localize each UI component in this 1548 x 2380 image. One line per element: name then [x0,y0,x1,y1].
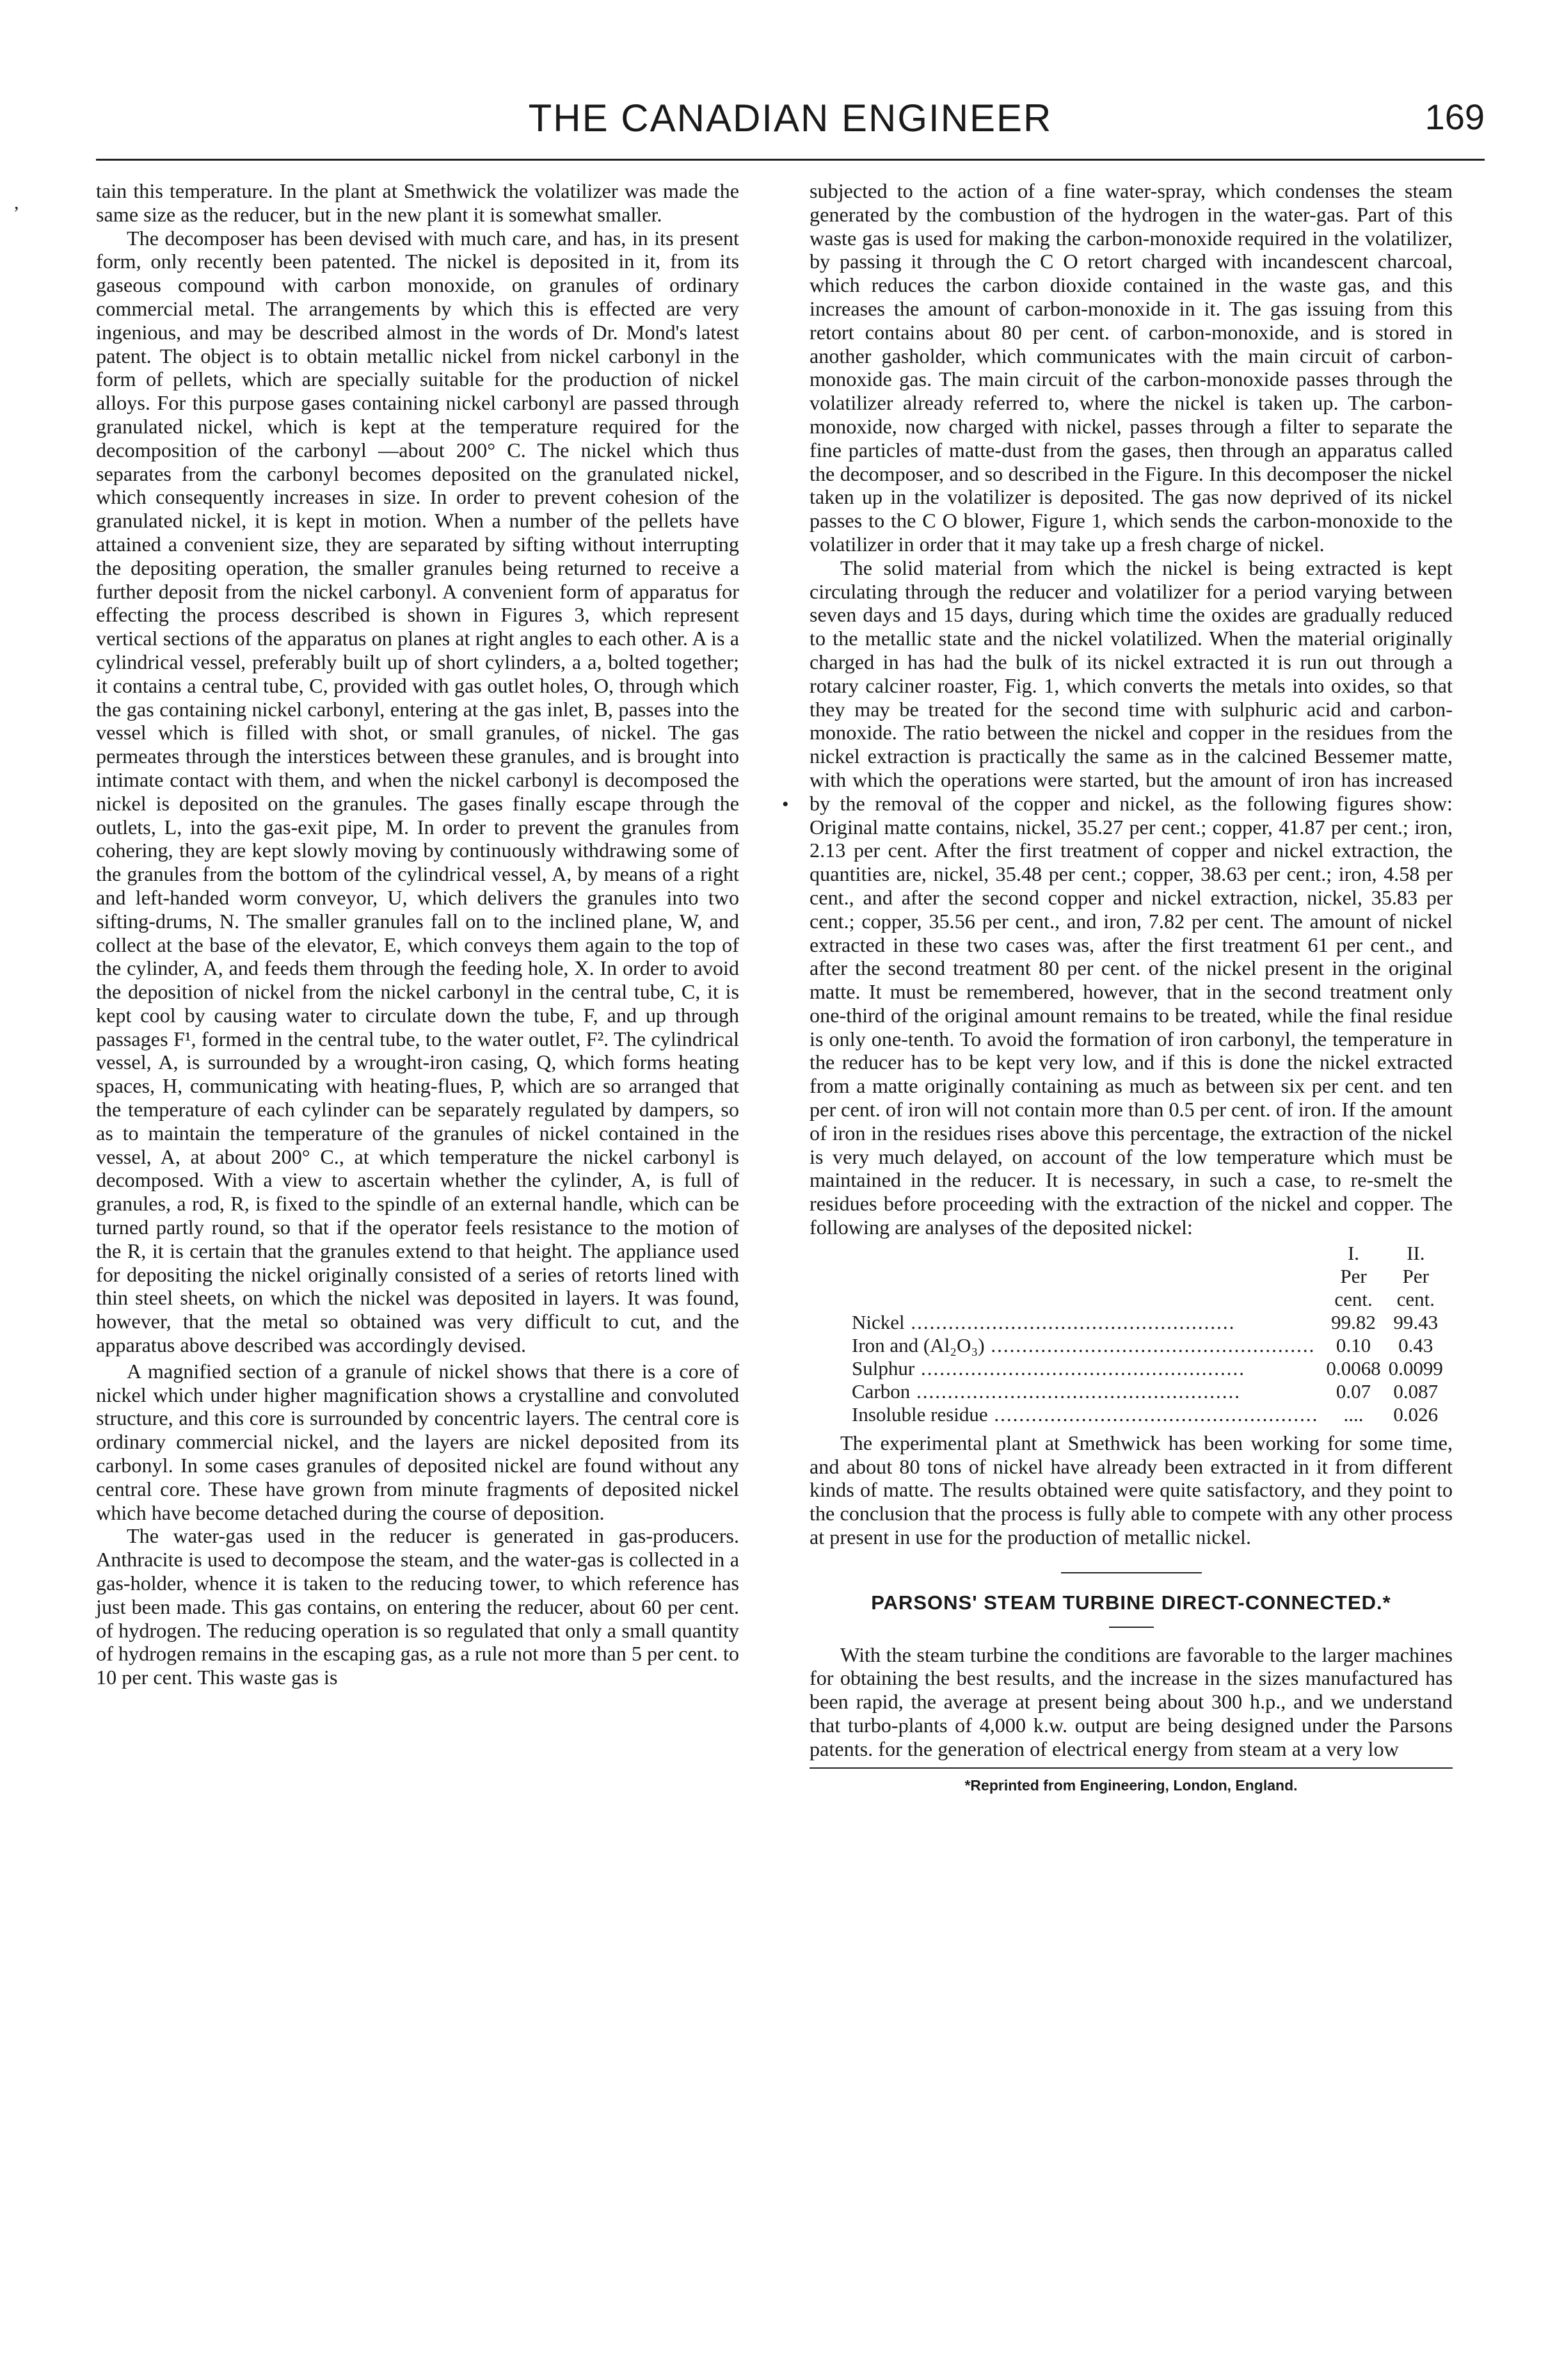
table-row [848,1357,1447,1380]
footnote-rule [810,1767,1453,1769]
cell-value: 0.0068 [1326,1356,1381,1379]
cell-value: 99.82 [1331,1310,1376,1333]
row-label: Iron and (Al₂O₃) [852,1333,985,1356]
left-column [96,179,739,1689]
paragraph: The solid material from which the nickel is being extracted is kept circulating through the reducer and volatilizer for a period varying between seven days and 15 days, during which time the oxides are gradually reduced to the metallic state and the nickel volatilized. When the material originally charged in has had the bulk of its nickel extracted it is run out through a rotary calciner roaster, Fig. 1, which converts the metals into oxides, so that they may be treated for the second time with sulphuric acid and carbon-monoxide. The ratio between the nickel and copper in the residues from the nickel extraction is practically the same as in the calcined Bessemer matte, with which the operations were started, but the amount of iron has increased by the removal of the copper and nickel, as the following figures show: Original matte contains, nickel, 35.27 per cent.; copper, 41.87 per cent.; iron, 2.13 per cent. After the first treatment of copper and nickel extraction, the quantities are, nickel, 35.48 per cent.; copper, 38.63 per cent.; iron, 4.58 per cent., and after the second copper and nickel extraction, nickel, 35.83 per cent.; copper, 35.56 per cent., and iron, 7.82 per cent. The amount of nickel extracted in these two cases was, after the first treatment 61 per cent., and after the second treatment 80 per cent. of the nickel present in the original matte. It must be remembered, however, that in the second treatment only one-third of the original amount remains to be treated, while the final residue is only one-tenth. To avoid the formation of iron carbonyl, the temperature in the reducer has to be kept very low, and if this is done the nickel extracted from a matte originally containing as much as between six per cent. and ten per cent. of iron will not contain more than 0.5 per cent. of iron. If the amount of iron in the residues rises above this percentage, the extraction of the nickel is very much delayed, on account of the low temperature which must be maintained in the reducer. It is necessary, in such a case, to re-smelt the residues before proceeding with the extraction of the nickel and copper. The following are analyses of the deposited nickel: [810,556,1453,1239]
paragraph: tain this temperature. In the plant at Smethwick the volatilizer was made the same size as the reducer, but in the new plant it is somewhat smaller. [96,179,739,226]
analysis-table [848,1242,1447,1426]
cell-value: 99.43 [1393,1310,1439,1333]
table-row [848,1380,1447,1403]
header-rule [96,159,1485,161]
unit-label: Per cent. [1396,1264,1435,1310]
paragraph: With the steam turbine the conditions are favorable to the larger machines for obtaining the best results, and the increase in the sizes manufactured has been rapid, the average at present being about 300 h.p., and we understand that turbo-plants of 4,000 k.w. output are being designed under the Parsons patents. for the generation of electrical energy from steam at a very low [810,1643,1453,1760]
column-header: I. [1347,1241,1360,1264]
right-column [810,179,1453,1797]
paragraph: subjected to the action of a fine water-spray, which condenses the steam generated by the combustion of the hydrogen in the water-gas. Part of this waste gas is used for making the carbon-monoxide required in the volatilizer, by passing it through the C O retort charged with incandescent charcoal, which reduces the carbon dioxide contained in the waste gas, and this increases the amount of carbon-monoxide in it. The gas issuing from this retort contains about 80 per cent. of carbon-monoxide, and is stored in another gasholder, which communicates with the main circuit of carbon-monoxide gas. The main circuit of the carbon-monoxide passes through the volatilizer already referred to, where the nickel is taken up. The carbon-monoxide, now charged with nickel, passes through a filter to separate the fine particles of matte-dust from the gases, then through an apparatus called the decomposer, and so described in the Figure. In this decomposer the nickel taken up in the volatilizer is deposited. The gas now deprived of its nickel passes to the C O blower, Figure 1, which sends the carbon-monoxide to the volatilizer in order that it may take up a fresh charge of nickel. [810,179,1453,556]
cell-value: 0.43 [1398,1333,1433,1356]
paragraph: A magnified section of a granule of nickel shows that there is a core of nickel which under higher magnification shows a crystalline and convoluted structure, and this core is surrounded by concentric layers. The central core is ordinary commercial nickel, and the layers are nickel deposited from its carbonyl. In some cases granules of deposited nickel are found without any central core. These have grown from minute fragments of deposited nickel which have become detached during the course of deposition. [96,1359,739,1524]
unit-label: Per cent. [1334,1264,1373,1310]
margin-mark: • [782,794,789,815]
cell-value: 0.0099 [1388,1356,1443,1379]
paragraph: The water-gas used in the reducer is generated in gas-producers. Anthracite is used to decompose the steam, and the water-gas is collected in a gas-holder, whence it is taken to the reducing tower, to which reference has just been made. This gas contains, on entering the reducer, about 60 per cent. of hydrogen. The reducing operation is so regulated that only a small quantity of hydrogen remains in the escaping gas, as a rule not more than 5 per cent. to 10 per cent. This waste gas is [96,1524,739,1689]
section-divider [1061,1572,1202,1573]
cell-value: 0.026 [1393,1403,1439,1426]
paragraph: The decomposer has been devised with much care, and has, in its present form, only recently been patented. The nickel is deposited in it, from its gaseous compound with carbon monoxide, on granules of ordinary commercial metal. The arrangements by which this is effected are very ingenious, and may be described almost in the words of Dr. Mond's latest patent. The object is to obtain metallic nickel from nickel carbonyl in the form of pellets, which are specially suitable for the production of nickel alloys. For this purpose gases containing nickel carbonyl are passed through granulated nickel, which is kept at the temperature required for the decomposition of the carbonyl —about 200° C. The nickel which thus separates from the carbonyl becomes deposited on the granulated nickel, which consequently increases in size. In order to prevent cohesion of the granulated nickel, it is kept in motion. When a number of the pellets have attained a convenient size, they are separated by sifting without interrupting the depositing operation, the smaller granules being returned to receive a further deposit from the nickel carbonyl. A convenient form of apparatus for effecting the process described is shown in Figures 3, which represent vertical sections of the apparatus on planes at right angles to each other. A is a cylindrical vessel, preferably built up of short cylinders, a a, bolted together; it contains a central tube, C, provided with gas outlet holes, O, through which the gas containing nickel carbonyl, entering at the gas inlet, B, passes into the vessel which is filled with shot, or small granules, of nickel. The gas permeates through the interstices between these granules, and is brought into intimate contact with them, and when the nickel carbonyl is decomposed the nickel is deposited on the granules. The gases finally escape through the outlets, L, into the gas-exit pipe, M. In order to prevent the granules from cohering, they are kept slowly moving by continuously withdrawing some of the granules from the bottom of the cylindrical vessel, A, by means of a right and left-handed worm conveyor, U, which delivers the granules into two sifting-drums, N. The smaller granules fall on to the inclined plane, W, and collect at the base of the elevator, E, which conveys them again to the top of the cylinder, A, and feeds them through the feeding hole, X. In order to avoid the deposition of nickel from the nickel carbonyl in the central tube, C, it is kept cool by causing water to circulate down the tube, F, and up through passages F¹, formed in the central tube, to the water outlet, F². The cylindrical vessel, A, is surrounded by a wrought-iron casing, Q, which forms heating spaces, H, communicating with heating-flues, P, which are so arranged that the temperature of each cylinder can be separately regulated by dampers, so as to maintain the temperature of the granules of nickel contained in the vessel, A, at about 200° C., at which temperature the nickel carbonyl is decomposed. With a view to ascertain whether the cylinder, A, is full of granules, a rod, R, is fixed to the spindle of an external handle, which can be turned partly round, so that if the operator feels resistance to the motion of the R, it is certain that the granules extend to that height. The appliance used for depositing the nickel originally consisted of a series of retorts lined with thin steel sheets, on which the nickel was deposited in layers. It was found, however, that the metal so obtained was very difficult to cut, and the apparatus above described was accordingly devised. [96,226,739,1357]
table-row [848,1403,1447,1426]
paragraph: The experimental plant at Smethwick has been working for some time, and about 80 tons of nickel have already been extracted in it from different kinds of matte. The results obtained were quite satisfactory, and they point to the conclusion that the process is fully able to compete with any other process at present in use for the production of metallic nickel. [810,1431,1453,1549]
table-row [848,1311,1447,1334]
footnote: *Reprinted from Engineering, London, England. [964,1776,1298,1794]
row-label: Sulphur [852,1356,915,1379]
cell-value: 0.087 [1393,1379,1439,1403]
cell-value: 0.07 [1336,1379,1371,1403]
cell-value: .... [1343,1403,1364,1426]
row-label: Insoluble residue [852,1403,988,1426]
margin-mark: , [14,192,19,213]
cell-value: 0.10 [1336,1333,1371,1356]
page-number: 169 [1424,97,1485,137]
heading-underline [1109,1627,1154,1628]
row-label: Carbon [852,1379,911,1403]
journal-title: THE CANADIAN ENGINEER [528,97,1053,140]
table-row [848,1334,1447,1357]
row-label: Nickel [852,1310,905,1333]
column-header: II. [1407,1241,1425,1264]
section-heading: PARSONS' STEAM TURBINE DIRECT-CONNECTED.* [871,1591,1391,1614]
masthead [96,96,1485,147]
